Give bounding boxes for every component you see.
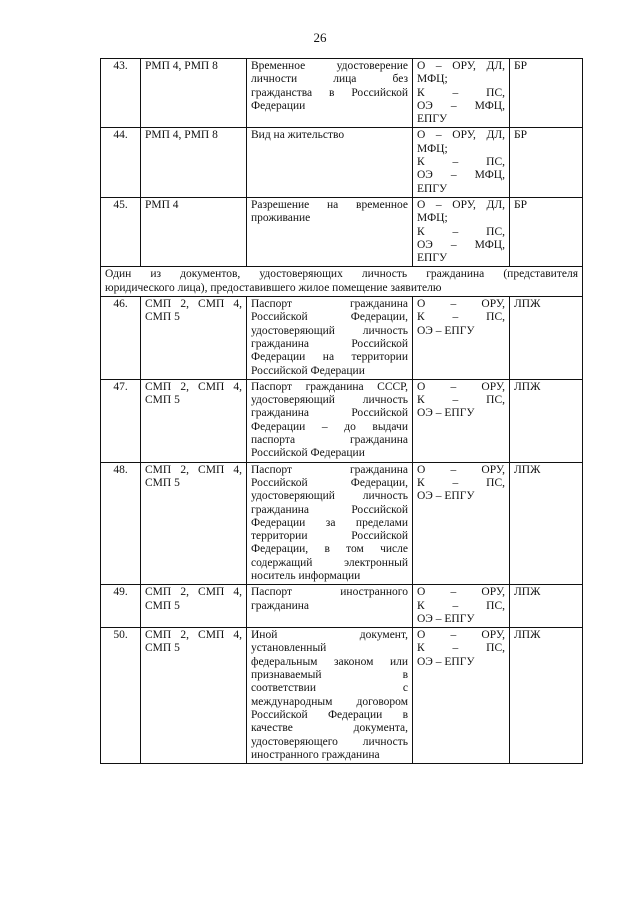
document-cell-line: международным договором	[251, 695, 408, 708]
row-number: 46.	[101, 297, 141, 380]
channels-cell-line: К – ПС,	[417, 642, 505, 655]
channels-cell	[413, 628, 510, 764]
document-cell-line: проживание	[251, 212, 311, 225]
code-cell	[141, 128, 247, 197]
channels-cell-line: О – ОРУ, ДЛ,	[417, 129, 505, 142]
section-heading-row	[101, 267, 583, 297]
channels-cell-line: К – ПС,	[417, 311, 505, 324]
document-cell-line: Разрешение на временное	[251, 198, 408, 211]
code-cell-line: РМП 4, РМП 8	[145, 129, 218, 142]
document-cell	[247, 628, 413, 764]
document-cell-line: Паспорт гражданина	[251, 298, 408, 311]
document-cell-line: Федерации за пределами	[251, 516, 408, 529]
channels-cell	[413, 197, 510, 266]
row-number: 43.	[101, 59, 141, 128]
row-number: 45.	[101, 197, 141, 266]
document-cell-line: гражданина Российской	[251, 337, 408, 350]
channels-cell-line: О – ОРУ,	[417, 586, 505, 599]
type-cell: БР	[510, 197, 583, 266]
type-cell: ЛПЖ	[510, 297, 583, 380]
document-cell-line: Иной документ,	[251, 629, 408, 642]
channels-cell-line: ЕПГУ	[417, 113, 448, 126]
document-cell-line: Паспорт гражданина СССР,	[251, 380, 408, 393]
type-cell: БР	[510, 59, 583, 128]
code-cell-line: СМП 5	[145, 394, 180, 407]
code-cell	[141, 585, 247, 628]
channels-cell-line: О – ОРУ,	[417, 380, 505, 393]
code-cell-line: СМП 2, СМП 4,	[145, 629, 242, 642]
document-cell	[247, 197, 413, 266]
page-number: 26	[313, 30, 327, 45]
type-cell: ЛПЖ	[510, 462, 583, 585]
document-cell-line: Российской Федерации	[251, 364, 365, 377]
channels-cell-line: ОЭ – ЕПГУ	[417, 612, 475, 625]
channels-cell	[413, 59, 510, 128]
type-cell: ЛПЖ	[510, 628, 583, 764]
document-cell-line: Российской Федерации,	[251, 476, 408, 489]
document-cell	[247, 297, 413, 380]
channels-cell	[413, 297, 510, 380]
document-cell-line: содержащий электронный	[251, 556, 408, 569]
document-cell-line: установленный	[251, 642, 327, 655]
documents-table	[100, 58, 583, 764]
document-cell-line: Федерации – до выдачи	[251, 420, 408, 433]
code-cell-line: СМП 5	[145, 642, 180, 655]
document-cell-line: Российской Федерации в	[251, 708, 408, 721]
channels-cell-line: К – ПС,	[417, 225, 505, 238]
document-cell-line: Паспорт гражданина	[251, 463, 408, 476]
type-cell: БР	[510, 128, 583, 197]
channels-cell-line: К – ПС,	[417, 476, 505, 489]
channels-cell-line: МФЦ;	[417, 73, 448, 86]
code-cell-line: СМП 5	[145, 311, 180, 324]
document-cell-line: гражданина Российской	[251, 407, 408, 420]
document-cell-line: Российской Федерации,	[251, 311, 408, 324]
channels-cell	[413, 462, 510, 585]
document-cell-line: гражданства в Российской	[251, 86, 408, 99]
row-number: 48.	[101, 462, 141, 585]
channels-cell-line: О – ОРУ,	[417, 629, 505, 642]
code-cell-line: РМП 4	[145, 198, 179, 211]
document-cell-line: Вид на жительство	[251, 129, 345, 142]
channels-cell-line: О – ОРУ,	[417, 298, 505, 311]
channels-cell-line: К – ПС,	[417, 394, 505, 407]
channels-cell-line: К – ПС,	[417, 599, 505, 612]
section-heading-line: юридического лица), предоставившего жилое помещение заявителю	[105, 281, 442, 294]
code-cell-line: СМП 2, СМП 4,	[145, 463, 242, 476]
type-cell: ЛПЖ	[510, 585, 583, 628]
code-cell	[141, 628, 247, 764]
channels-cell-line: ОЭ – МФЦ,	[417, 238, 505, 251]
document-cell-line: Федерации, в том числе	[251, 543, 408, 556]
code-cell	[141, 379, 247, 462]
channels-cell-line: ОЭ – ЕПГУ	[417, 655, 475, 668]
table-row	[101, 379, 583, 462]
code-cell	[141, 197, 247, 266]
code-cell-line: СМП 2, СМП 4,	[145, 298, 242, 311]
code-cell-line: РМП 4, РМП 8	[145, 60, 218, 72]
channels-cell-line: ЕПГУ	[417, 182, 448, 195]
channels-cell	[413, 128, 510, 197]
code-cell-line: СМП 5	[145, 476, 180, 489]
table-row	[101, 59, 583, 128]
row-number: 47.	[101, 379, 141, 462]
type-cell: ЛПЖ	[510, 379, 583, 462]
section-heading-line: Один из документов, удостоверяющих личность гражданина (представителя	[105, 268, 578, 281]
channels-cell-line: ОЭ – МФЦ,	[417, 169, 505, 182]
document-cell	[247, 462, 413, 585]
channels-cell-line: К – ПС,	[417, 156, 505, 169]
document-cell-line: личности лица без	[251, 73, 408, 86]
document-cell-line: признаваемый в	[251, 669, 408, 682]
channels-cell-line: ОЭ – МФЦ,	[417, 99, 505, 112]
channels-cell-line: О – ОРУ,	[417, 463, 505, 476]
code-cell-line: СМП 5	[145, 599, 180, 612]
document-cell-line: Паспорт иностранного	[251, 586, 408, 599]
document-cell-line: носитель информации	[251, 569, 361, 582]
row-number: 50.	[101, 628, 141, 764]
document-cell-line: удостоверяющий личность	[251, 324, 408, 337]
code-cell-line: СМП 2, СМП 4,	[145, 380, 242, 393]
document-cell-line: федеральным законом или	[251, 655, 408, 668]
table-row	[101, 128, 583, 197]
document-cell-line: гражданина	[251, 599, 310, 612]
row-number: 44.	[101, 128, 141, 197]
code-cell	[141, 462, 247, 585]
channels-cell-line: МФЦ;	[417, 212, 448, 225]
table-row	[101, 197, 583, 266]
code-cell-line: СМП 2, СМП 4,	[145, 586, 242, 599]
row-number: 49.	[101, 585, 141, 628]
document-cell-line: качестве документа,	[251, 722, 408, 735]
document-cell-line: Федерации на территории	[251, 351, 408, 364]
channels-cell	[413, 585, 510, 628]
code-cell	[141, 59, 247, 128]
channels-cell-line: МФЦ;	[417, 142, 448, 155]
document-cell-line: Временное удостоверение	[251, 60, 408, 72]
section-heading	[101, 267, 583, 297]
document-cell-line: соответствии с	[251, 682, 408, 695]
channels-cell-line: ЕПГУ	[417, 252, 448, 265]
document-cell	[247, 585, 413, 628]
code-cell	[141, 297, 247, 380]
channels-cell-line: ОЭ – ЕПГУ	[417, 490, 475, 503]
document-cell	[247, 128, 413, 197]
document-cell	[247, 379, 413, 462]
document-cell-line: иностранного гражданина	[251, 748, 380, 761]
document-cell-line: территории Российской	[251, 530, 408, 543]
document-cell-line: Федерации	[251, 99, 306, 112]
document-cell-line: удостоверяющего личность	[251, 735, 408, 748]
document-cell-line: удостоверяющий личность	[251, 394, 408, 407]
table-row	[101, 297, 583, 380]
table-row	[101, 628, 583, 764]
channels-cell-line: К – ПС,	[417, 86, 505, 99]
document-cell-line: паспорта гражданина	[251, 434, 408, 447]
channels-cell	[413, 379, 510, 462]
document-cell	[247, 59, 413, 128]
channels-cell-line: ОЭ – ЕПГУ	[417, 407, 475, 420]
document-cell-line: Российской Федерации	[251, 447, 365, 460]
table-row	[101, 462, 583, 585]
document-cell-line: удостоверяющий личность	[251, 490, 408, 503]
table-row	[101, 585, 583, 628]
channels-cell-line: ОЭ – ЕПГУ	[417, 324, 475, 337]
channels-cell-line: О – ОРУ, ДЛ,	[417, 198, 505, 211]
document-cell-line: гражданина Российской	[251, 503, 408, 516]
channels-cell-line: О – ОРУ, ДЛ,	[417, 60, 505, 72]
